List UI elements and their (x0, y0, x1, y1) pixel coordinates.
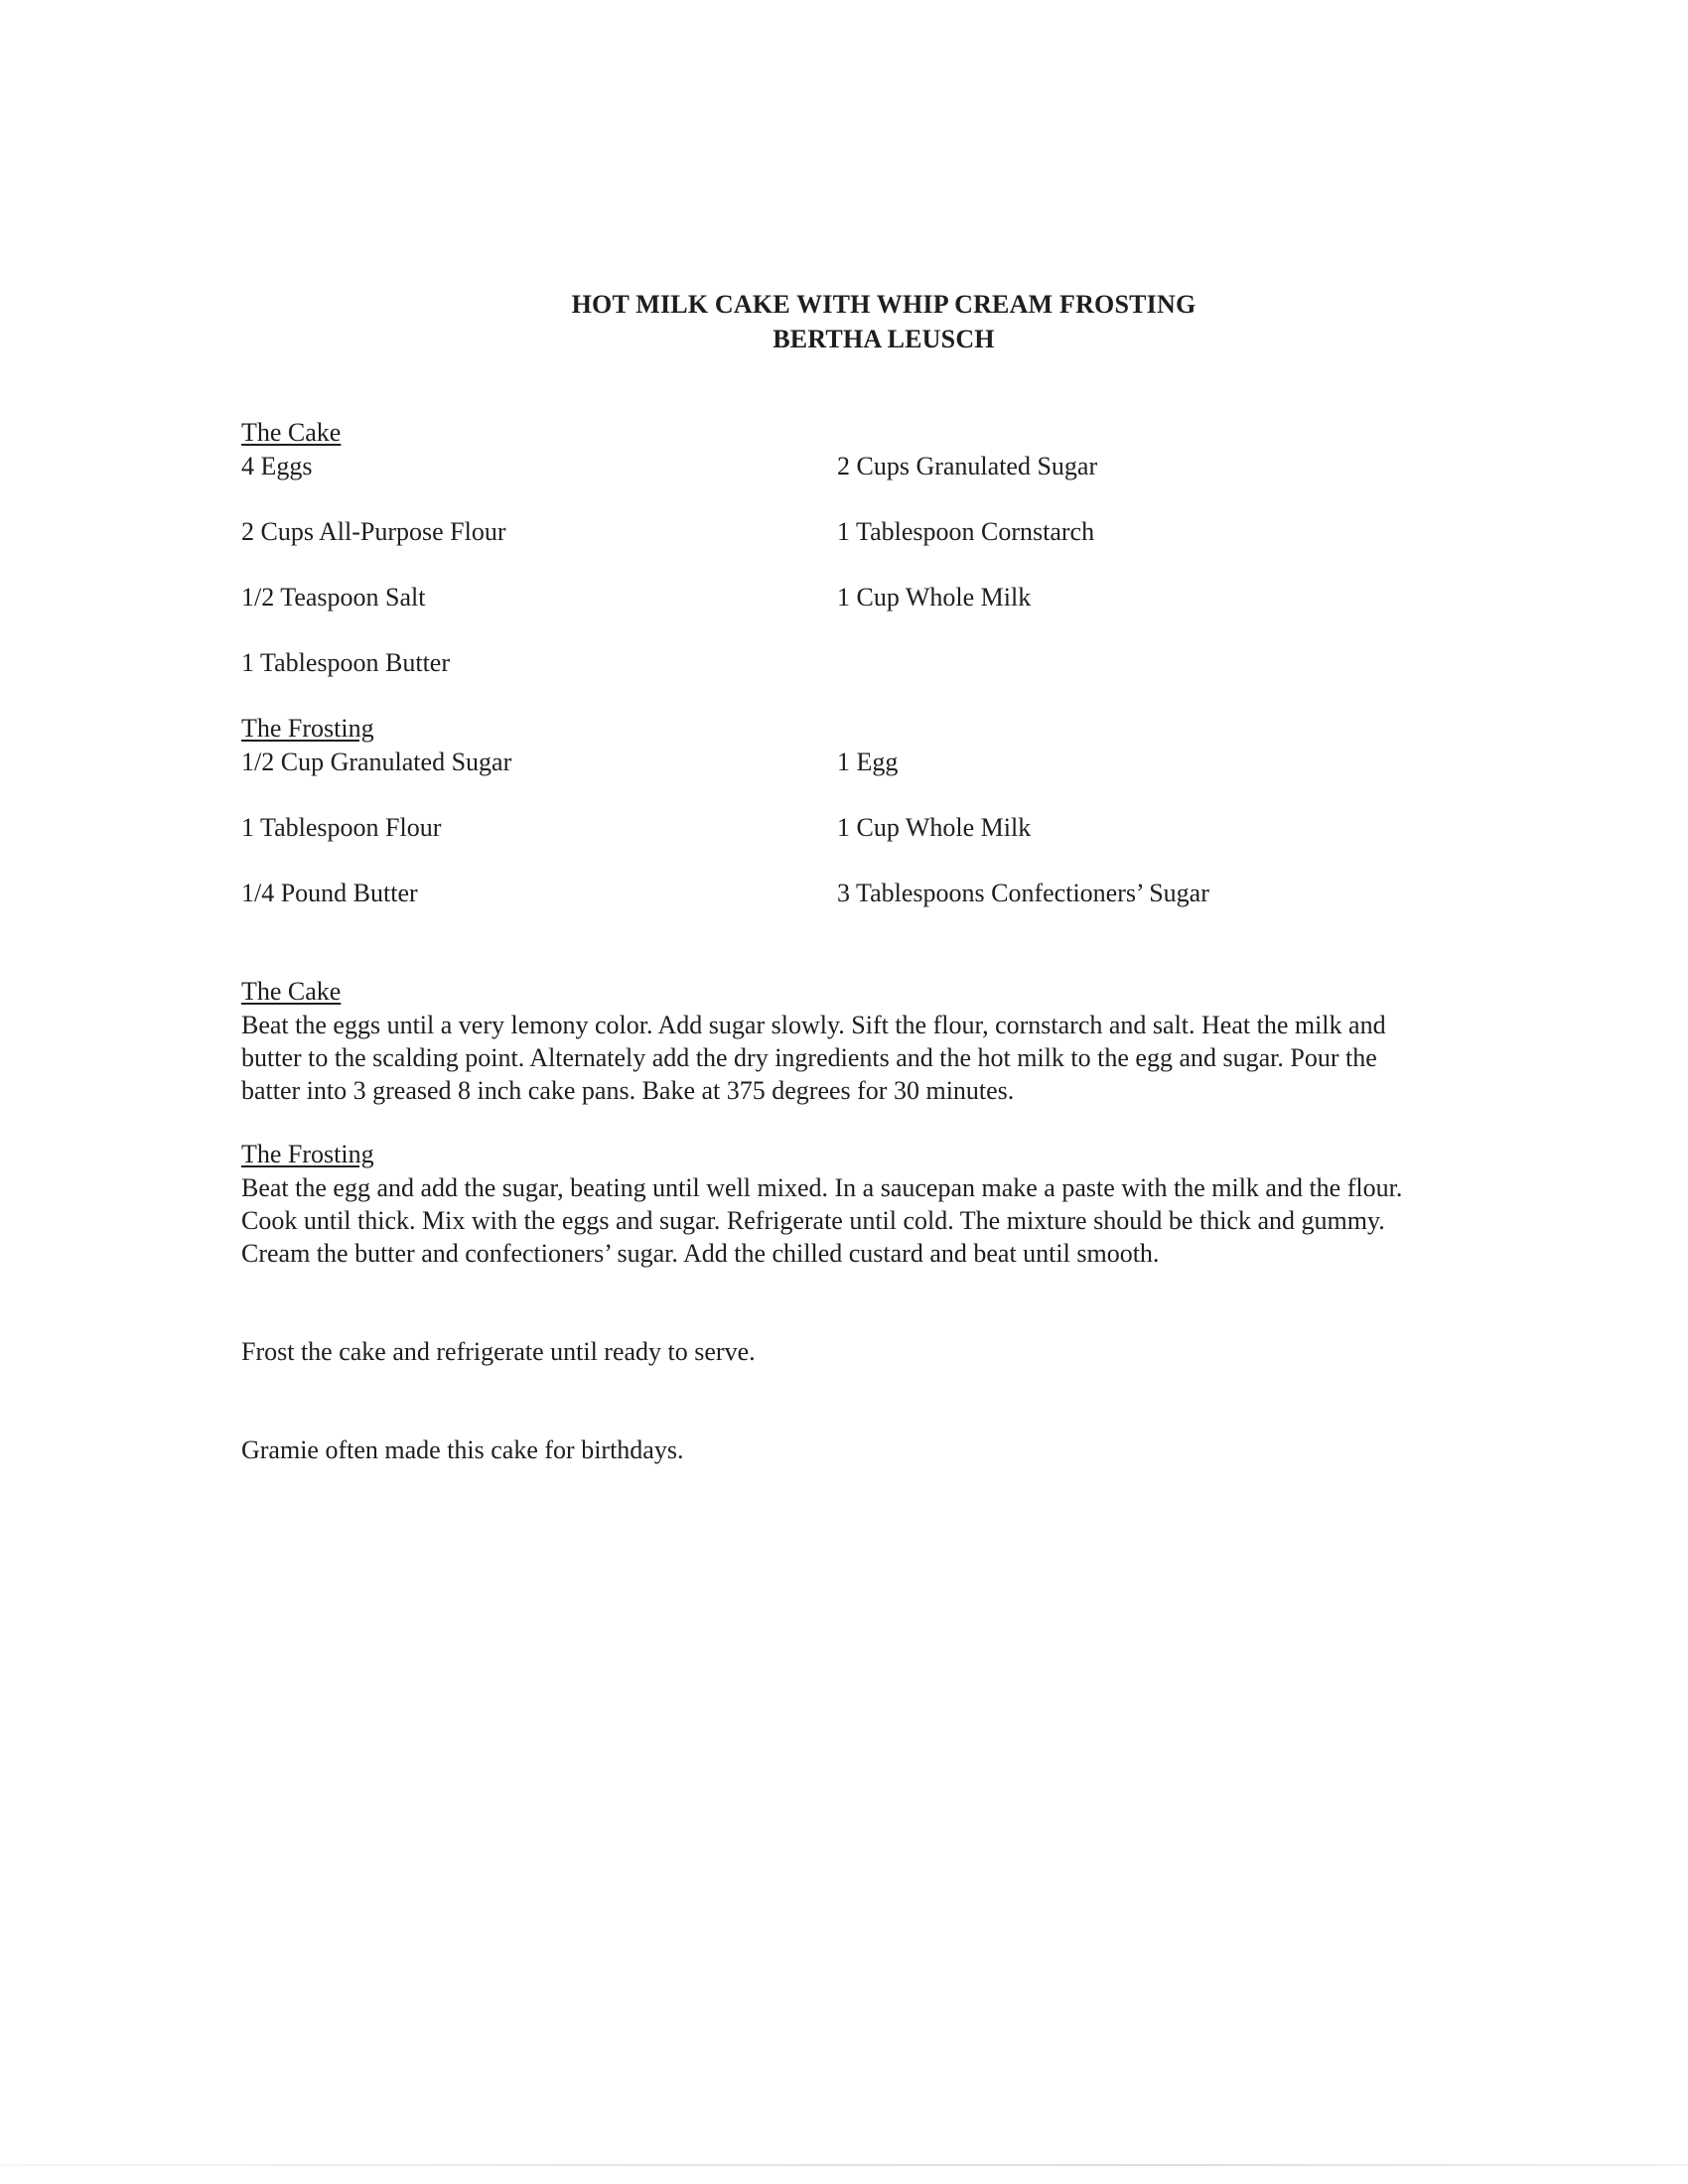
finish-instruction: Frost the cake and refrigerate until ready to serve. (241, 1337, 756, 1366)
recipe-author: BERTHA LEUSCH (773, 325, 995, 353)
ingredient-item: 1 Tablespoon Flour (241, 813, 442, 842)
ingredient-item: 2 Cups All-Purpose Flour (241, 517, 506, 546)
ingredient-item: 3 Tablespoons Confectioners’ Sugar (837, 879, 1209, 907)
frosting-ingredients-heading: The Frosting (241, 714, 374, 743)
frosting-directions-text: Beat the egg and add the sugar, beating until well mixed. In a saucepan make a paste with the milk and the flour. Cook until thick. Mix with the eggs and sugar. Refrigerate until cold. The mixture should be thick and gummy. Cream the butter and confectioners’ sugar. Add the chilled custard and beat until smooth. (241, 1173, 1403, 1268)
ingredient-item: 1/4 Pound Butter (241, 879, 418, 907)
ingredient-item: 4 Eggs (241, 452, 313, 480)
recipe-title-line-1: HOT MILK CAKE WITH WHIP CREAM FROSTING (571, 290, 1196, 319)
cake-directions-heading: The Cake (241, 977, 342, 1006)
recipe-note: Gramie often made this cake for birthdays. (241, 1435, 684, 1464)
ingredient-item: 1/2 Cup Granulated Sugar (241, 748, 512, 776)
recipe-title (0, 287, 1688, 356)
ingredient-item: 1 Tablespoon Cornstarch (837, 517, 1095, 546)
ingredient-item: 2 Cups Granulated Sugar (837, 452, 1098, 480)
cake-directions-text: Beat the eggs until a very lemony color. Add sugar slowly. Sift the flour, cornstarch and salt. Heat the milk and butter to the scalding point. Alternately add the dry ingredients and the hot milk to the egg and sugar. Pour the batter into 3 greased 8 inch cake pans. Bake at 375 degrees for 30 minutes. (241, 1011, 1386, 1105)
frosting-directions-heading: The Frosting (241, 1140, 374, 1168)
scan-edge-line (0, 2164, 1688, 2166)
ingredient-item: 1 Egg (837, 748, 899, 776)
cake-ingredients-heading: The Cake (241, 418, 342, 447)
ingredient-item: 1 Cup Whole Milk (837, 583, 1032, 612)
ingredient-item: 1 Tablespoon Butter (241, 648, 451, 677)
ingredient-item: 1/2 Teaspoon Salt (241, 583, 426, 612)
ingredient-item: 1 Cup Whole Milk (837, 813, 1032, 842)
